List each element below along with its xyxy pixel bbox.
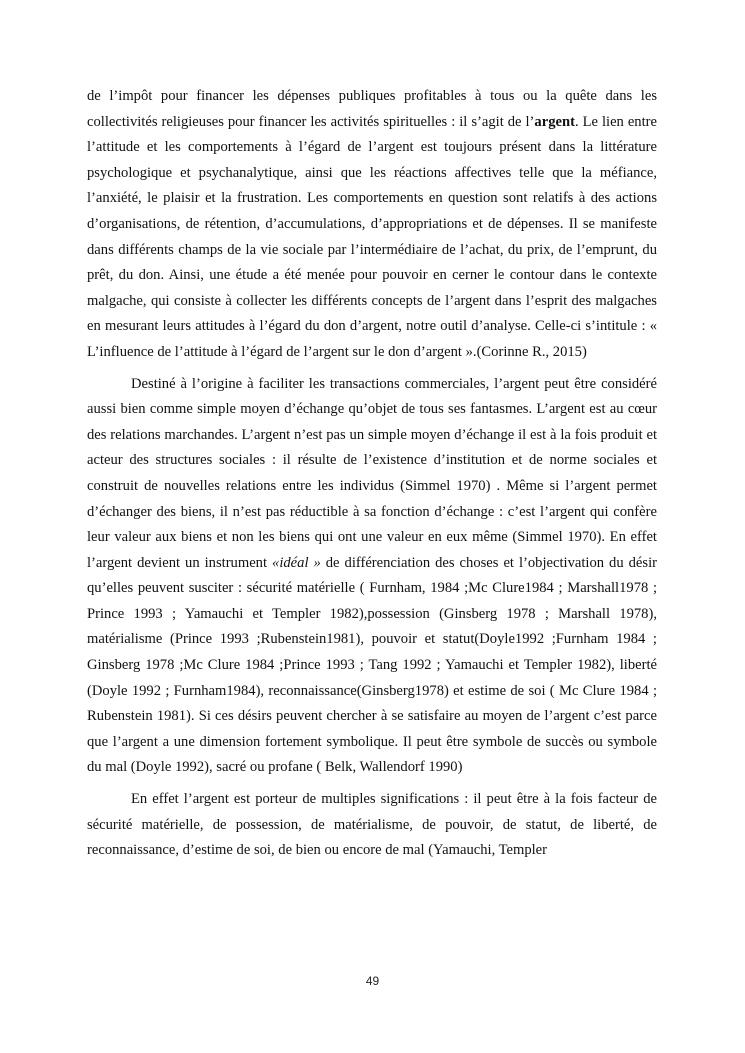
paragraph-2 [87,372,657,782]
body-text [87,84,657,864]
paragraph-2-text-a: Destiné à l’origine à faciliter les transactions commerciales, l’argent peut être considéré aussi bien comme simple moyen d’échange qu’objet de tous ses fantasmes. L’argent est au cœur des relations marchandes. L’argent n’est pas un simple moyen d’échange il est à la fois produit et acteur des structures sociales : il résulte de l’existence d’institution et de norme sociales et construit de nouvelles relations entre les individus (Simmel 1970) . Même si l’argent permet d’échanger des biens, il n’est pas réductible à sa fonction d’échange : c’est l’argent qui confère leur valeur aux biens et non les biens qui ont une valeur en eux même (Simmel 1970). En effet l’argent devient un instrument [87,375,657,571]
paragraph-1-bold-word: argent [534,113,575,130]
paragraph-1-text-a: de l’impôt pour financer les dépenses publiques profitables à tous ou la quête dans les collectivités religieuses pour financer les activités spirituelles : il s’agit de l’ [87,88,657,130]
paragraph-2-italic-word: «idéal » [272,554,321,571]
paragraph-3-text: En effet l’argent est porteur de multiples significations : il peut être à la fois facteur de sécurité matérielle, de possession, de matérialisme, de pouvoir, de statut, de liberté, de reconnaissance, d’estime de soi, de bien ou encore de mal (Yamauchi, Templer [87,791,657,859]
page-number: 49 [365,974,380,988]
paragraph-1 [87,84,657,366]
paragraph-2-text-b: de différenciation des choses et l’objectivation du désir qu’elles peuvent susciter : sécurité matérielle ( Furnham, 1984 ;Mc Clure1984 ; Marshall1978 ; Prince 1993 ; Yamauchi et Templer 1982),possession (Ginsberg 1978 ; Marshall 1978), matérialisme (Prince 1993 ;Rubenstein1981), pouvoir et statut(Doyle1992 ;Furnham 1984 ; Ginsberg 1978 ;Mc Clure 1984 ;Prince 1993 ; Tang 1992 ; Yamauchi et Templer 1982), liberté (Doyle 1992 ; Furnham1984), reconnaissance(Ginsberg1978) et estime de soi ( Mc Clure 1984 ; Rubenstein 1981). Si ces désirs peuvent chercher à se satisfaire au moyen de l’argent c’est parce que l’argent a une dimension fortement symbolique. Il peut être symbole de succès ou symbole du mal (Doyle 1992), sacré ou profane ( Belk, Wallendorf 1990) [87,554,657,776]
paragraph-3 [87,787,657,864]
paragraph-1-text-b: . Le lien entre l’attitude et les comportements à l’égard de l’argent est toujours présent dans la littérature psychologique et psychanalytique, ainsi que les réactions affectives telle que la méfiance, l’anxiété, le plaisir et la frustration. Les comportements en question sont relatifs à des actions d’organisations, de rétention, d’accumulations, d’appropriations et de dépenses. Il se manifeste dans différents champs de la vie sociale par l’intermédiaire de l’achat, du prix, de l’emprunt, du prêt, du don. Ainsi, une étude a été menée pour pouvoir en cerner le contour dans le contexte malgache, qui consiste à collecter les différents concepts de l’argent dans l’esprit des malgaches en mesurant leurs attitudes à l’égard du don d’argent, notre outil d’analyse. Celle-ci s’intitule : « L’influence de l’attitude à l’égard de l’argent sur le don d’argent ».(Corinne R., 2015) [87,113,657,360]
